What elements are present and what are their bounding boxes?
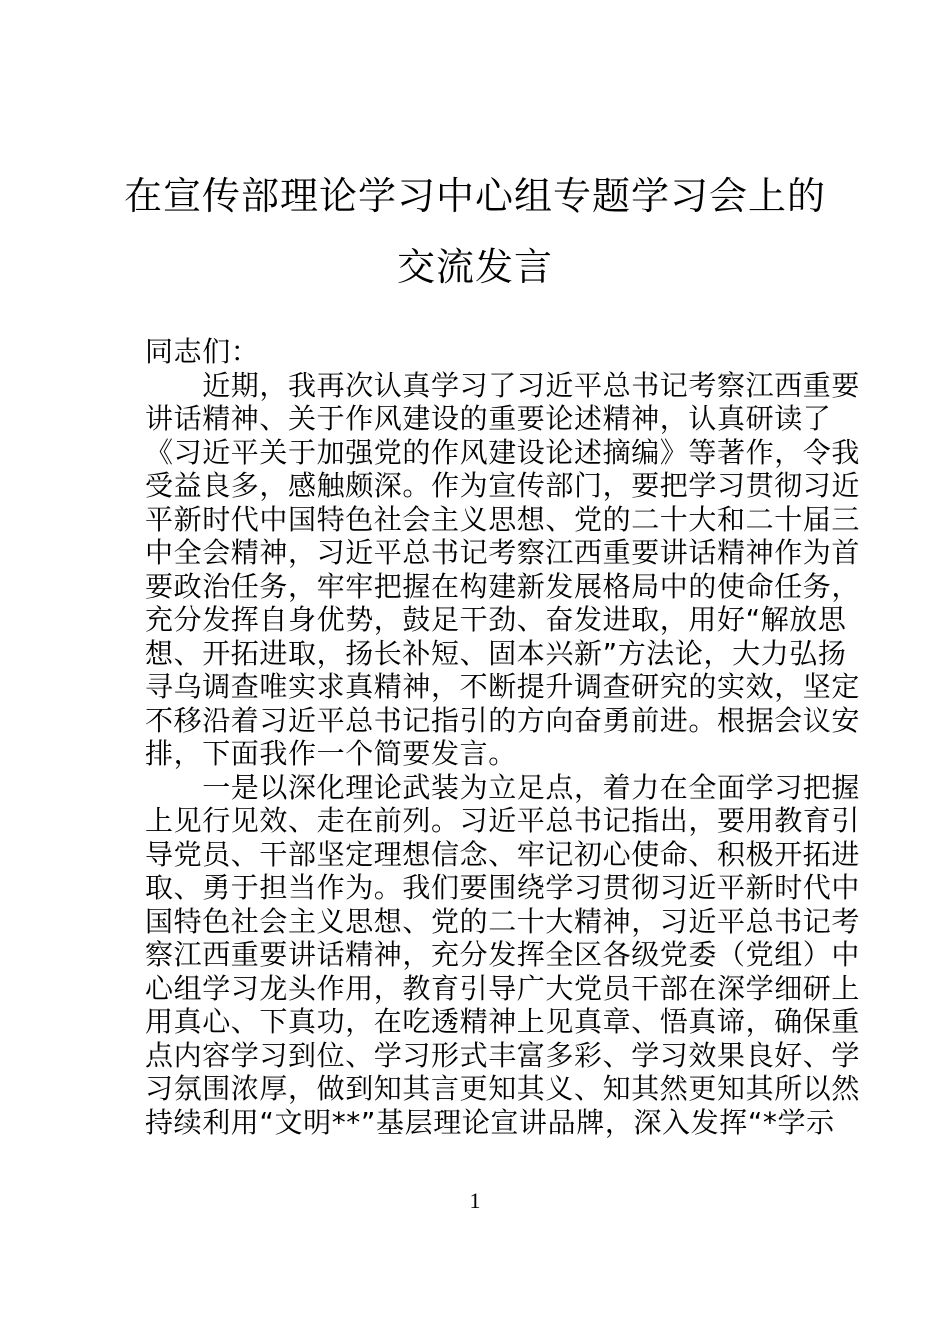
body-text-line: 一是以深化理论武装为立足点，着力在全面学习把握 [145, 770, 861, 804]
document-body [145, 335, 861, 1139]
body-text-line: 不移沿着习近平总书记指引的方向奋勇前进。根据会议安 [145, 703, 861, 737]
body-text-line: 寻乌调查唯实求真精神，不断提升调查研究的实效，坚定 [145, 670, 861, 703]
body-text-line: 上见行见效、走在前列。习近平总书记指出，要用教育引 [145, 804, 861, 837]
body-text-line: 取、勇于担当作为。我们要围绕学习贯彻习近平新时代中 [145, 871, 861, 904]
body-text-line: 习氛围浓厚，做到知其言更知其义、知其然更知其所以然 [145, 1072, 861, 1105]
body-text-line: 导党员、干部坚定理想信念、牢记初心使命、积极开拓进 [145, 837, 861, 871]
body-text-line: 察江西重要讲话精神，充分发挥全区各级党委（党组）中 [145, 938, 861, 971]
body-text-line: 近期，我再次认真学习了习近平总书记考察江西重要 [145, 368, 861, 402]
body-text-line: 国特色社会主义思想、党的二十大精神，习近平总书记考 [145, 904, 861, 938]
page-number: 1 [469, 1188, 481, 1213]
body-text-line: 心组学习龙头作用，教育引导广大党员干部在深学细研上 [145, 971, 861, 1005]
body-text-line: 持续利用“文明**”基层理论宣讲品牌，深入发挥“*学示 [145, 1105, 835, 1139]
body-text-line: 点内容学习到位、学习形式丰富多彩、学习效果良好、学 [145, 1038, 861, 1072]
body-text-line: 受益良多，感触颇深。作为宣传部门，要把学习贯彻习近 [145, 469, 861, 502]
body-text-line: 充分发挥自身优势，鼓足干劲、奋发进取，用好“解放思 [145, 603, 847, 636]
body-text-line: 《习近平关于加强党的作风建设论述摘编》等著作，令我 [145, 435, 861, 469]
body-text-line: 中全会精神，习近平总书记考察江西重要讲话精神作为首 [145, 536, 861, 569]
body-text-line: 用真心、下真功，在吃透精神上见真章、悟真谛，确保重 [145, 1005, 861, 1038]
body-text-line: 平新时代中国特色社会主义思想、党的二十大和二十届三 [145, 502, 861, 536]
document-title-line-1: 在宣传部理论学习中心组专题学习会上的 [123, 174, 826, 218]
document-title-line-2: 交流发言 [396, 245, 553, 289]
body-text-line: 讲话精神、关于作风建设的重要论述精神，认真研读了 [145, 402, 832, 435]
body-text-line: 同志们： [145, 335, 260, 368]
body-text-line: 要政治任务，牢牢把握在构建新发展格局中的使命任务， [145, 569, 861, 603]
body-text-line: 想、开拓进取，扬长补短、固本兴新”方法论，大力弘扬 [145, 636, 847, 670]
body-text-line: 排，下面我作一个简要发言。 [145, 737, 517, 770]
